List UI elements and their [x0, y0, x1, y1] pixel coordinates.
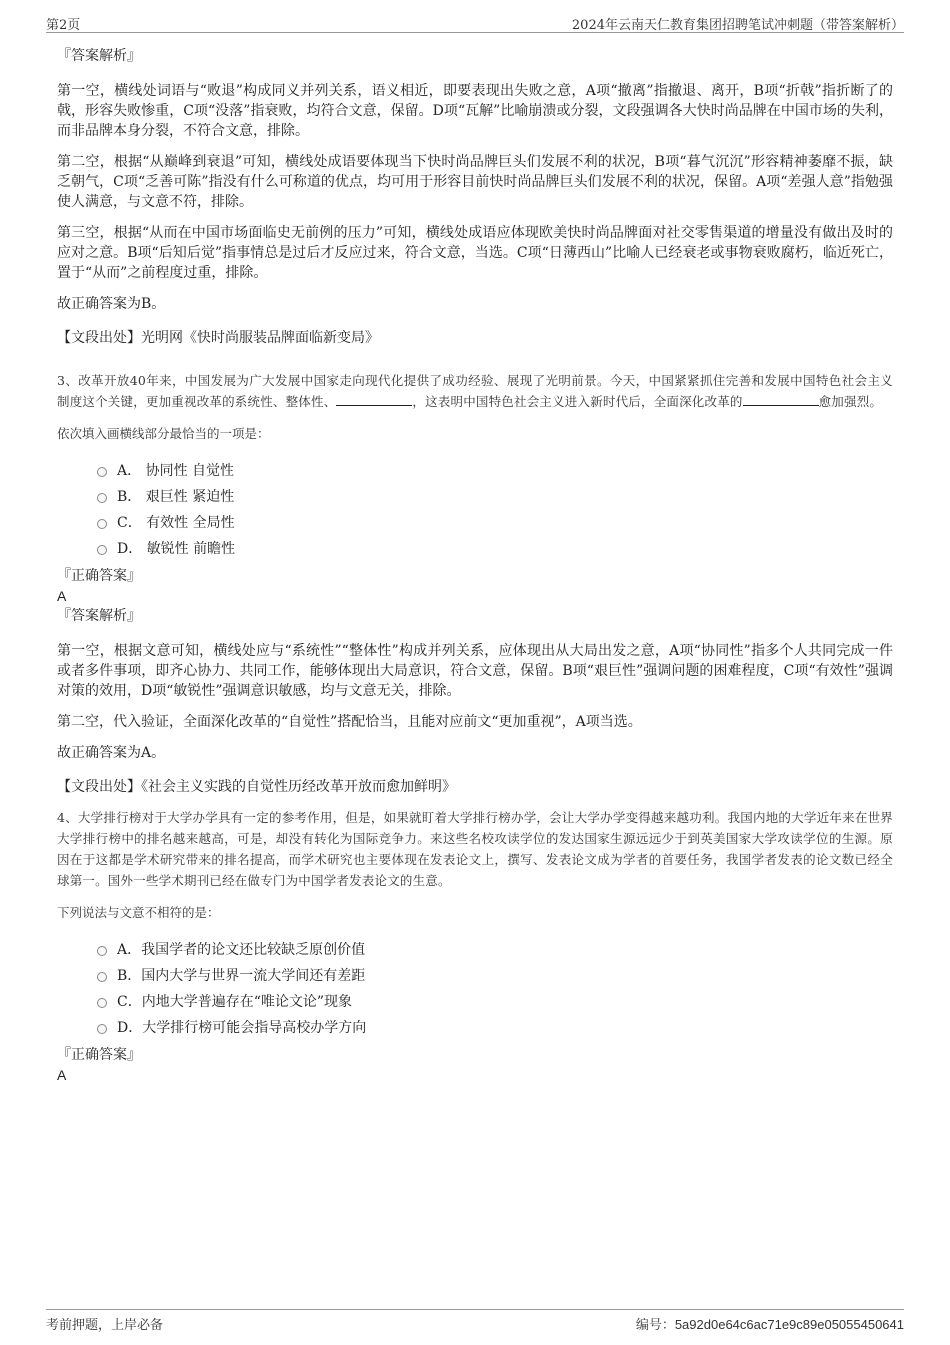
- question-3-instruction: 依次填入画横线部分最恰当的一项是：: [57, 426, 270, 441]
- page-footer: [46, 1309, 904, 1334]
- analysis-paragraph: 第二空，根据“从巅峰到衰退”可知，横线处成语要体现当下快时尚品牌巨头们发展不利的状况，B项“暮气沉沉”形容精神萎靡不振，缺乏朝气，C项“乏善可陈”指没有什么可称道的优点，均可用于形容目前快时尚品牌巨头们发展不利的状况，保留。A项“差强人意”指勉强使人满意，与文意不符，排除。: [57, 154, 893, 210]
- question-4-stem: 4、大学排行榜对于大学办学具有一定的参考作用，但是，如果就盯着大学排行榜办学，会让大学办学变得越来越功利。我国内地的大学近年来在世界大学排行榜中的排名越来越高，可是，却没有转化为国际竞争力。来这些名校攻读学位的发达国家生源远远少于到英美国家大学攻读学位的生源。原因在于这都是学术研究带来的排名提高，而学术研究也主要体现在发表论文上，撰写、发表论文成为学者的首要任务，我国学者发表的论文数已经全球第一。国外一些学术期刊已经在做专门为中国学者发表论文的生意。: [57, 810, 893, 888]
- page-content: [57, 46, 893, 1085]
- radio-button-icon[interactable]: [97, 519, 107, 529]
- analysis-paragraph: 第一空，根据文意可知，横线处应与“系统性”“整体性”构成并列关系，应体现出从大局出发之意，A项“协同性”指多个人共同完成一件或者多件事项，即齐心协力、共同工作，能够体现出大局意识，符合文意，保留。B项“艰巨性”强调问题的困难程度，C项“有效性”强调对策的效用，D项“敏锐性”强调意识敏感，均与文意无关，排除。: [57, 643, 893, 699]
- answer-conclusion: 故正确答案为B。: [57, 296, 166, 312]
- text-source: 【文段出处】光明网《快时尚服装品牌面临新变局》: [57, 330, 379, 346]
- question-3-stem-part1: 3、改革开放40年来，中国发展为广大发展中国家走向现代化提供了成功经验、展现了光明前景。今天，中国紧紧抓住完善和发展中国特色社会主义制度这个关键，更加重视改革的系统性、整体性、: [57, 373, 893, 409]
- radio-button-icon[interactable]: [97, 946, 107, 956]
- option-b[interactable]: [57, 484, 893, 510]
- question-3-stem-part3: 愈加强烈。: [818, 394, 883, 409]
- option-a[interactable]: [57, 458, 893, 484]
- option-text: 国内大学与世界一流大学间还有差距: [141, 968, 366, 984]
- text-source: 【文段出处】《社会主义实践的自觉性历经改革开放而愈加鲜明》: [57, 779, 456, 795]
- question-4-options: [57, 937, 893, 1041]
- option-text: 我国学者的论文还比较缺乏原创价值: [141, 942, 366, 958]
- analysis-paragraph: 第二空，代入验证，全面深化改革的“自觉性”搭配恰当，且能对应前文“更加重视”，A项当选。: [57, 714, 642, 730]
- option-letter: A．: [117, 463, 142, 479]
- question-3-options: [57, 458, 893, 562]
- option-d[interactable]: [57, 1015, 893, 1041]
- radio-button-icon[interactable]: [97, 467, 107, 477]
- option-c[interactable]: [57, 510, 893, 536]
- analysis-paragraph: 第三空，根据“从而在中国市场面临史无前例的压力”可知，横线处成语应体现欧美快时尚品牌面对社交零售渠道的增量没有做出及时的应对之意。B项“后知后觉”指事情总是过后才反应过来，符合文意，当选。C项“日薄西山”比喻人已经衰老或事物衰败腐朽，临近死亡，置于“从而”之前程度过重，排除。: [57, 225, 893, 281]
- document-code-label: 编号：: [635, 1318, 675, 1333]
- option-letter: C．: [117, 515, 142, 531]
- radio-button-icon[interactable]: [97, 972, 107, 982]
- answer-conclusion: 故正确答案为A。: [57, 745, 166, 761]
- correct-answer-heading: 『正确答案』: [57, 1047, 141, 1063]
- document-code: [636, 1314, 904, 1333]
- analysis-paragraph: 第一空，横线处词语与“败退”构成同义并列关系，语义相近，即要表现出失败之意，A项“撤离”指撤退、离开，B项“折戟”指折断了的戟，形容失败惨重，C项“没落”指衰败，均符合文意，保留。D项“瓦解”比喻崩溃或分裂，文段强调各大快时尚品牌在中国市场的失利，而非品牌本身分裂，不符合文意，排除。: [57, 83, 893, 139]
- document-code-value: 5a92d0e64c6ac71e9c89e05055450641: [674, 1317, 904, 1332]
- option-text: 敏锐性 前瞻性: [146, 541, 236, 557]
- correct-answer-value: A: [57, 1067, 67, 1083]
- radio-button-icon[interactable]: [97, 1024, 107, 1034]
- option-a[interactable]: [57, 937, 893, 963]
- document-title: 2024年云南天仁教育集团招聘笔试冲刺题（带答案解析）: [571, 18, 904, 33]
- option-text: 有效性 全局性: [146, 515, 235, 531]
- page-header: [46, 12, 904, 33]
- correct-answer-heading: 『正确答案』: [57, 568, 141, 584]
- option-letter: D．: [117, 1020, 143, 1036]
- option-letter: B．: [117, 968, 142, 984]
- analysis-heading: 『答案解析』: [57, 48, 141, 64]
- analysis-heading: 『答案解析』: [57, 608, 141, 624]
- page-number: 第2页: [46, 18, 81, 33]
- fill-blank: [336, 393, 412, 406]
- option-text: 大学排行榜可能会指导高校办学方向: [142, 1020, 367, 1036]
- radio-button-icon[interactable]: [97, 493, 107, 503]
- option-d[interactable]: [57, 536, 893, 562]
- fill-blank: [743, 393, 819, 406]
- option-c[interactable]: [57, 989, 893, 1015]
- option-text: 艰巨性 紧迫性: [145, 489, 235, 505]
- correct-answer-value: A: [57, 588, 67, 604]
- footer-slogan: 考前押题，上岸必备: [46, 1318, 164, 1333]
- option-letter: D．: [117, 541, 143, 557]
- question-3-stem-part2: ，这表明中国特色社会主义进入新时代后，全面深化改革的: [412, 394, 743, 409]
- option-text: 协同性 自觉性: [145, 463, 235, 479]
- question-4-instruction: 下列说法与文意不相符的是：: [57, 905, 220, 920]
- option-letter: C．: [117, 994, 142, 1010]
- option-text: 内地大学普遍存在“唯论文论”现象: [141, 994, 353, 1010]
- option-letter: B．: [117, 489, 142, 505]
- question-3-stem: [57, 370, 893, 412]
- option-letter: A．: [117, 942, 142, 958]
- radio-button-icon[interactable]: [97, 545, 107, 555]
- option-b[interactable]: [57, 963, 893, 989]
- radio-button-icon[interactable]: [97, 998, 107, 1008]
